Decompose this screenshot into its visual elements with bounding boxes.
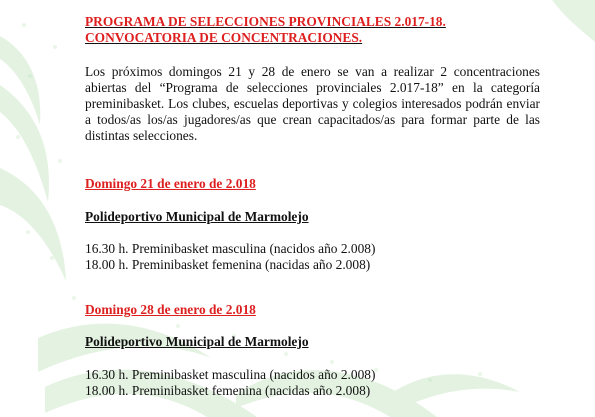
session-date-2: Domingo 28 de enero de 2.018 [85,302,256,317]
session-1-time-2: 18.00 h. Preminibasket femenina (nacidas año 2.008) [85,257,371,272]
session-schedule-1 [85,241,375,273]
intro-paragraph: Los próximos domingos 21 y 28 de enero se van a realizar 2 concentraciones abiertas del “Programa de selecciones provinciales 2.017-18” en la categoría preminibasket. Los clubes, escuelas deportivas y colegios interesados podrán enviar a todos/as los/as jugadores/as que crean capacitados/as para formar parte de las distintas selecciones. [85,64,540,143]
session-2-time-1: 16.30 h. Preminibasket masculina (nacidos año 2.008) [85,367,376,382]
session-venue-2: Polideportivo Municipal de Marmolejo [85,334,309,349]
session-venue-1: Polideportivo Municipal de Marmolejo [85,209,309,224]
session-schedule-2 [85,367,375,399]
program-title-line-1: PROGRAMA DE SELECCIONES PROVINCIALES 2.017-18. [85,14,446,29]
session-2-time-2: 18.00 h. Preminibasket femenina (nacidas año 2.008) [85,383,371,398]
session-date-1: Domingo 21 de enero de 2.018 [85,176,256,191]
session-1-time-1: 16.30 h. Preminibasket masculina (nacidos año 2.008) [85,241,376,256]
program-title [85,14,565,46]
program-title-line-2: CONVOCATORIA DE CONCENTRACIONES. [85,30,363,45]
